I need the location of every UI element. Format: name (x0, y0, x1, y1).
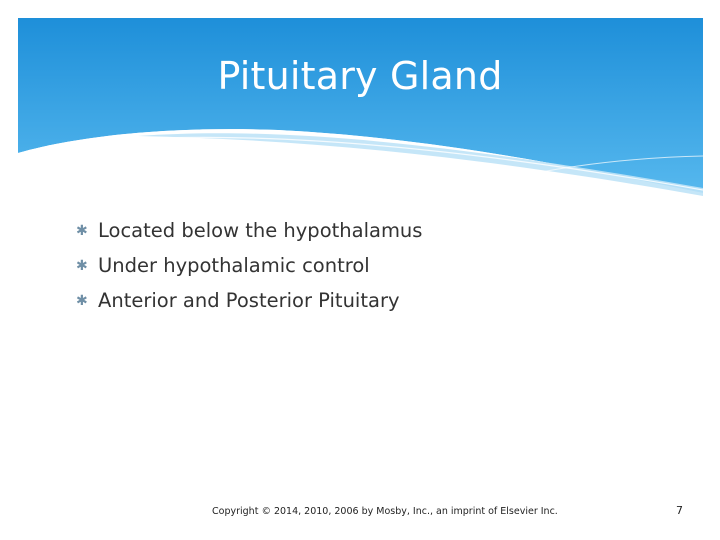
bullet-item (76, 213, 422, 248)
asterisk-bullet-icon: ✱ (76, 292, 88, 309)
asterisk-bullet-icon: ✱ (76, 257, 88, 274)
asterisk-bullet-icon: ✱ (76, 222, 88, 239)
slide-title: Pituitary Gland (217, 54, 503, 98)
bullet-list (76, 213, 422, 318)
page-number: 7 (676, 504, 683, 517)
bullet-text: Anterior and Posterior Pituitary (98, 289, 400, 312)
bullet-text: Located below the hypothalamus (98, 219, 423, 242)
bullet-text: Under hypothalamic control (98, 254, 370, 277)
copyright-footer: Copyright © 2014, 2010, 2006 by Mosby, Inc., an imprint of Elsevier Inc. (212, 506, 558, 517)
bullet-item (76, 248, 422, 283)
header-band (18, 18, 703, 198)
bullet-item (76, 283, 422, 318)
